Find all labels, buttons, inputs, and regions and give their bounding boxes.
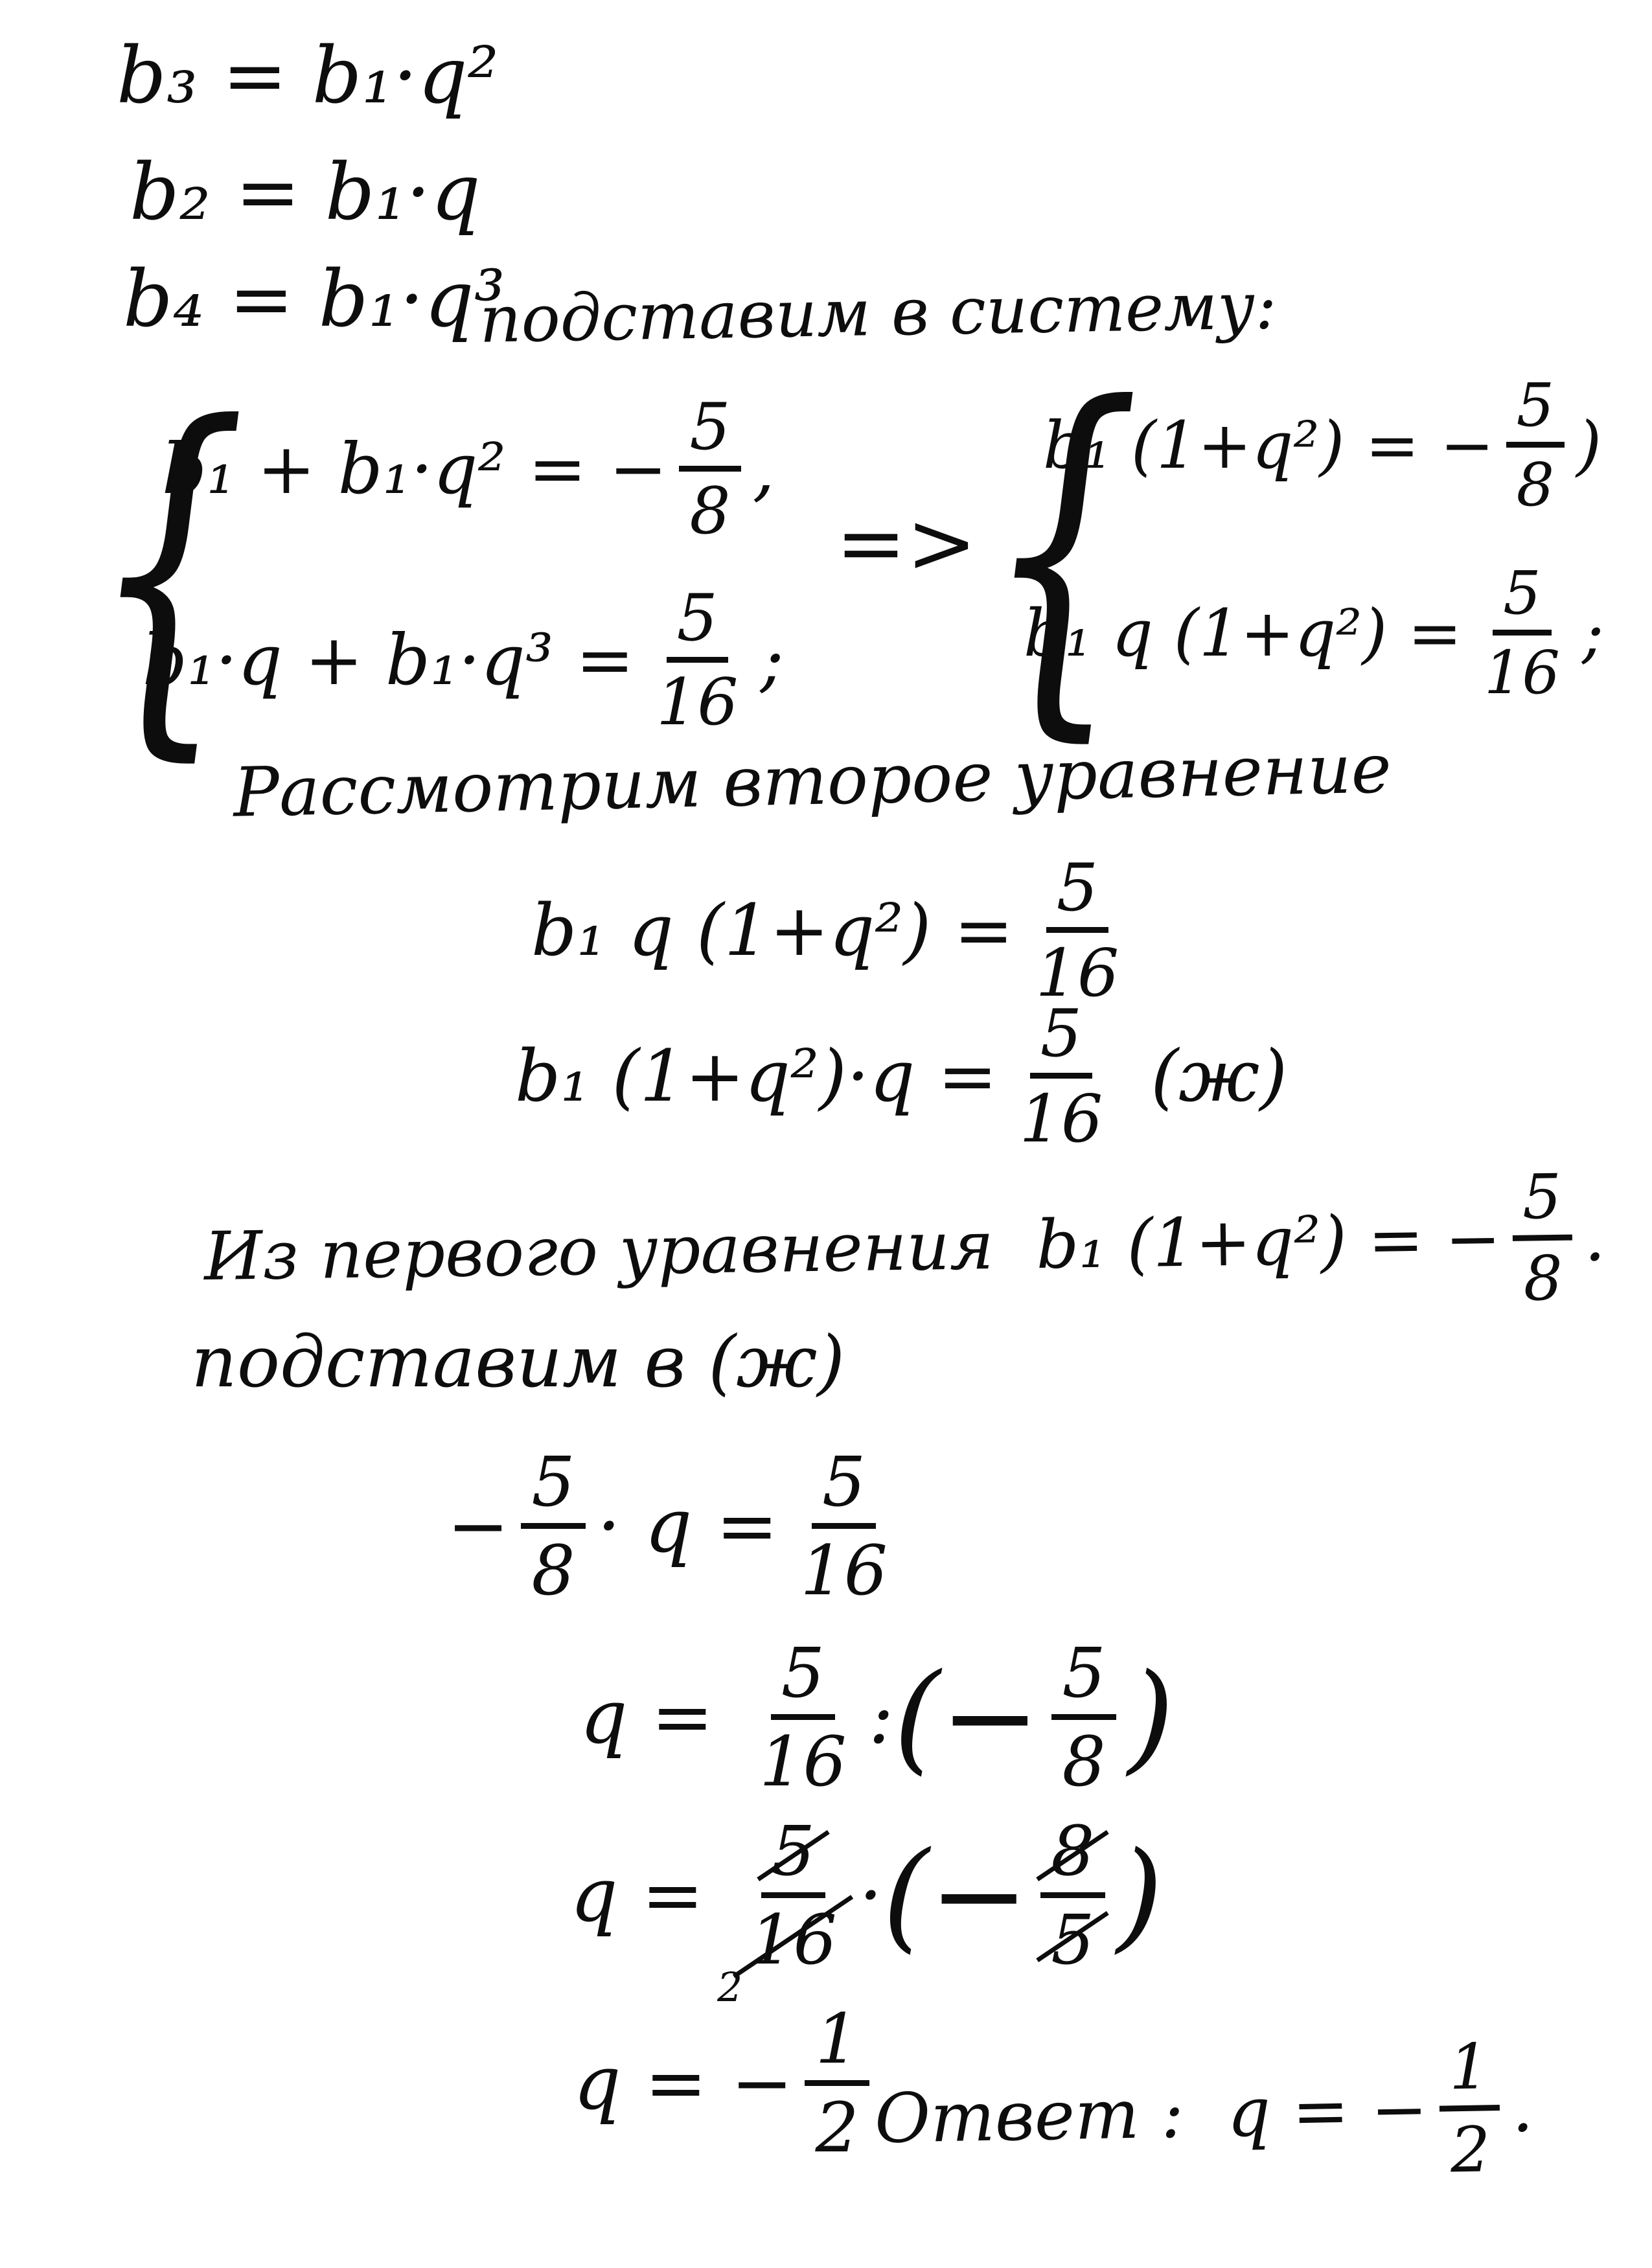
fraction-denominator: 16: [1035, 935, 1119, 1012]
open-paren-minus: (−: [893, 1647, 1040, 1787]
system-left-brace: {: [91, 347, 247, 792]
fraction-numerator: 5: [667, 586, 728, 663]
line-b2: [130, 148, 481, 238]
fraction-denominator: 16: [1484, 638, 1560, 707]
fraction-5-8: [1511, 1161, 1573, 1315]
answer-line: [873, 2030, 1535, 2192]
fraction-8-5-cancelled: [1040, 1811, 1105, 1980]
implies-symbol: =>: [836, 494, 977, 592]
star-mark: (ж): [1151, 1034, 1288, 1117]
equation-text: b₁ (1+q²) = −: [1035, 1200, 1502, 1285]
fraction-denominator: 8: [531, 1530, 575, 1610]
answer-equation: q = −: [1226, 2069, 1428, 2153]
fraction-1-2: [1438, 2030, 1501, 2186]
equation-b4: b₄ = b₁·q³: [123, 255, 505, 345]
equation-result: [573, 1999, 881, 2168]
system-left-row-2: [143, 581, 784, 740]
cancelled-denominator: 16: [739, 1898, 847, 1975]
equation-text: q =: [580, 1673, 738, 1761]
system-left-row-1: [162, 390, 775, 549]
fraction-5-16: [790, 1442, 898, 1610]
line-consider-second: [232, 729, 1392, 832]
equation-text: b₁ (1+q²)·q =: [515, 1034, 998, 1117]
cancelled-numerator: 5: [761, 1817, 825, 1898]
fraction-numerator: 1: [805, 2005, 869, 2086]
equation-tail: .: [1583, 1198, 1606, 1277]
line-b3: [117, 31, 499, 121]
fraction-5-16-cancelled: [717, 1811, 847, 2011]
consider-second-equation-text: Рассмотрим второе уравнение: [232, 729, 1392, 832]
substitute-into-star-text: подставим в (ж): [191, 1320, 845, 1403]
equation-b2: b₂ = b₁·q: [130, 148, 481, 238]
from-first-equation-text: Из первого уравнения: [203, 1206, 1037, 1296]
fraction-5-16: [1026, 849, 1130, 1012]
fraction-5-8: [679, 390, 740, 549]
equation-text: b₁ (1+q²) = −: [1043, 407, 1495, 483]
fraction-numerator: 1: [1438, 2035, 1500, 2111]
division-sign: :: [868, 1673, 894, 1761]
system-right-row-2: [1024, 558, 1604, 707]
fraction-numerator: 5: [1511, 1167, 1572, 1241]
cancellation-result-2: 2: [717, 1965, 743, 2011]
equation-tail: ;: [760, 620, 784, 702]
fraction-denominator: 16: [800, 1530, 888, 1610]
equation-tail: ): [1576, 407, 1602, 483]
fraction-denominator: 2: [1449, 2112, 1491, 2186]
equation-second: [531, 849, 1141, 1012]
fraction-5-8: [1051, 1633, 1116, 1802]
answer-label: Ответ :: [874, 2073, 1228, 2159]
fraction-numerator: 5: [1493, 564, 1552, 636]
system-right-brace: {: [985, 327, 1141, 773]
fraction-denominator: 8: [1062, 1721, 1106, 1802]
close-paren: ): [1127, 1647, 1175, 1787]
fraction-numerator: 5: [521, 1448, 585, 1529]
line-from-first: [203, 1161, 1607, 1329]
open-paren-minus: (−: [882, 1826, 1029, 1965]
fraction-5-16: [646, 581, 748, 740]
fraction-5-16: [749, 1633, 857, 1802]
equation-substituted: [447, 1442, 910, 1610]
minus-sign: −: [447, 1482, 510, 1570]
fraction-denominator: 16: [1019, 1081, 1103, 1158]
fraction-numerator: 5: [1051, 1639, 1116, 1720]
fraction-numerator: 5: [1506, 376, 1565, 448]
answer-period: .: [1511, 2068, 1534, 2148]
equation-star: [515, 995, 1288, 1158]
implies-arrow: [836, 494, 977, 592]
fraction-numerator: 5: [771, 1639, 835, 1720]
fraction-5-8: [521, 1442, 585, 1610]
fraction-denominator: 8: [689, 474, 731, 549]
line-b4: [123, 255, 505, 345]
equation-text: b₁ q (1+q²) =: [531, 888, 1014, 972]
system-right-row-1: [1043, 371, 1602, 520]
equation-middle: · q =: [597, 1482, 779, 1570]
fraction-denominator: 8: [1522, 1243, 1563, 1315]
line-substitute: [479, 268, 1278, 358]
multiplication-dot: ·: [858, 1851, 883, 1939]
fraction-5-16: [1009, 995, 1114, 1158]
equation-b3: b₃ = b₁·q²: [117, 31, 499, 121]
line-substitute-star: [191, 1320, 845, 1403]
cancelled-denominator: 5: [1040, 1898, 1105, 1975]
equation-tail: ;: [1581, 595, 1604, 671]
fraction-1-2: [805, 1999, 869, 2168]
equation-division: [580, 1633, 1175, 1802]
equation-text: q = −: [573, 2039, 794, 2127]
fraction-numerator: 5: [1030, 1001, 1092, 1079]
substitute-into-system-text: подставим в систему:: [479, 268, 1278, 358]
fraction-denominator: 16: [656, 665, 739, 740]
equation-tail: ,: [752, 429, 775, 510]
equation-text: b₁ q (1+q²) =: [1024, 595, 1462, 671]
fraction-5-8: [1506, 371, 1565, 520]
equation-text: b₁ + b₁·q² = −: [162, 429, 668, 510]
equation-text: q =: [570, 1851, 728, 1939]
fraction-numerator: 5: [812, 1448, 876, 1529]
fraction-denominator: 2: [815, 2087, 859, 2168]
fraction-denominator: 16: [759, 1721, 847, 1802]
equation-multiplication-cancelled: [570, 1811, 1164, 2011]
cancelled-numerator: 8: [1040, 1817, 1105, 1898]
equation-text: b₁·q + b₁·q³ =: [143, 620, 635, 702]
fraction-numerator: 5: [679, 395, 740, 472]
close-paren: ): [1116, 1826, 1164, 1965]
fraction-numerator: 5: [1046, 855, 1108, 933]
fraction-denominator: 8: [1516, 450, 1555, 520]
fraction-5-16: [1474, 558, 1570, 707]
